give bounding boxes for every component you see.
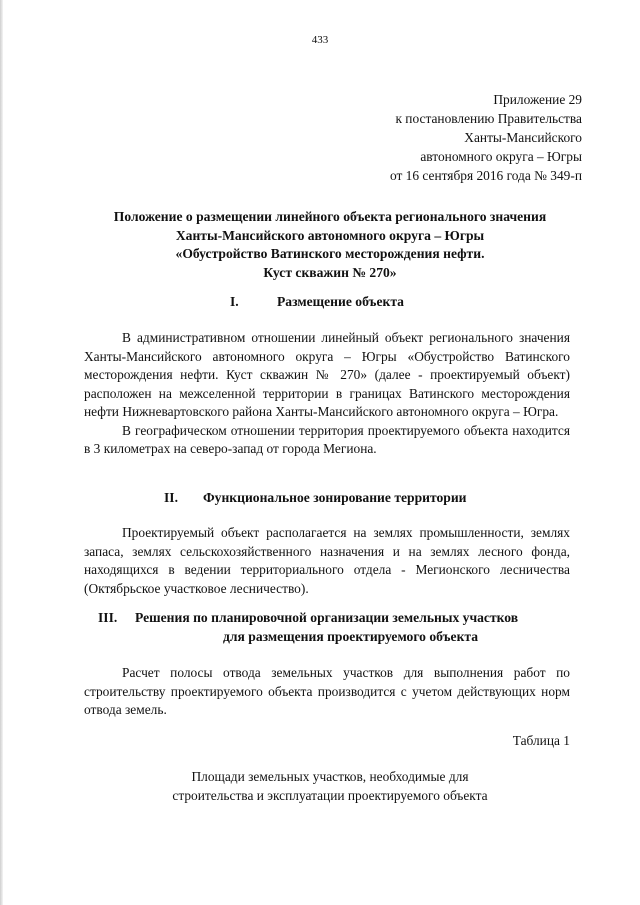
section-body xyxy=(84,329,570,459)
title-line: Куст скважин № 270» xyxy=(263,264,397,280)
section-title: Размещение объекта xyxy=(277,294,404,309)
section-title: Решения по планировочной организации земельных участков xyxy=(135,610,519,625)
title-line: Ханты-Мансийского автономного округа – Югры xyxy=(175,227,485,243)
caption-line: строительства и эксплуатации проектируемого объекта xyxy=(172,787,488,803)
appendix-line: автономного округа – Югры xyxy=(420,149,582,164)
section-number: III. xyxy=(98,610,118,625)
title-line: Положение о размещении линейного объекта регионального значения xyxy=(113,209,547,224)
appendix-line: от 16 сентября 2016 года № 349-п xyxy=(389,168,582,183)
paragraph: В географическом отношении территория проектируемого объекта находится в 3 километрах на северо-запад от города Мегиона. xyxy=(84,422,570,456)
section-title-continued: для размещения проектируемого объекта xyxy=(223,629,479,644)
paragraph: Расчет полосы отвода земельных участков для выполнения работ по строительству проектируемого объекта производится с учетом действующих норм отвода земель. xyxy=(84,665,570,717)
appendix-block xyxy=(390,90,582,185)
document-title xyxy=(80,208,580,282)
title-line: «Обустройство Ватинского месторождения нефти. xyxy=(175,246,485,261)
table-label: Таблица 1 xyxy=(512,733,570,748)
section-number: I. xyxy=(230,294,239,309)
appendix-line: Ханты-Мансийского xyxy=(464,130,582,145)
appendix-line: к постановлению Правительства xyxy=(395,111,582,126)
caption-line: Площади земельных участков, необходимые для xyxy=(191,769,469,784)
paragraph: В административном отношении линейный объект регионального значения Ханты-Мансийского автономного округа – Югры «Обустройство Ватинского месторождения нефти. Куст скважин № 270» (далее - проектируемый объект) расположен на межселенной территории в границах Ватинского месторождения нефти Нижневартовского района Ханты-Мансийского автономного округа – Югра. xyxy=(84,330,570,419)
section-body xyxy=(84,524,570,598)
page-edge-shadow xyxy=(0,0,3,905)
section-number: II. xyxy=(164,490,178,505)
table-caption xyxy=(80,768,580,805)
appendix-line: Приложение 29 xyxy=(493,92,582,107)
section-title: Функциональное зонирование территории xyxy=(203,490,467,505)
page-number: 433 xyxy=(311,34,329,46)
paragraph: Проектируемый объект располагается на землях промышленности, землях запаса, землях сельскохозяйственного назначения и на землях лесного фонда, находящихся в ведении территориального отдела - Мегионского лесничества (Октябрьское участковое лесничество). xyxy=(84,525,570,596)
section-body xyxy=(84,664,570,720)
